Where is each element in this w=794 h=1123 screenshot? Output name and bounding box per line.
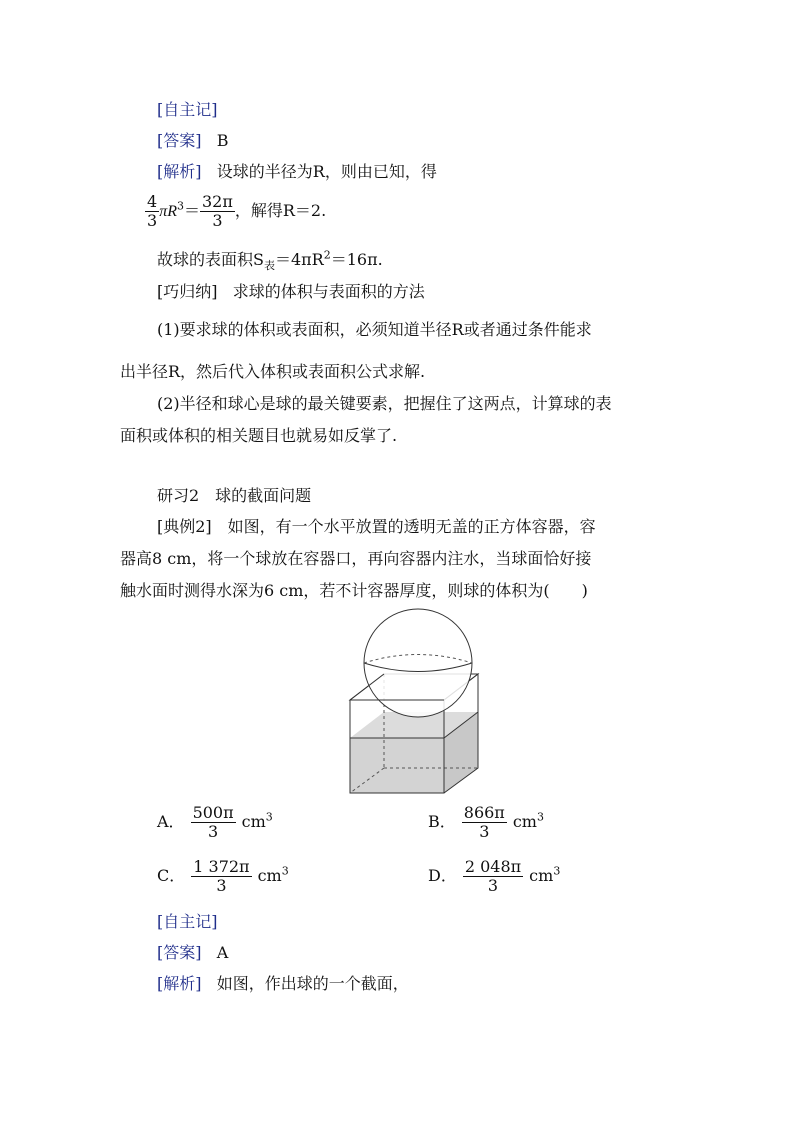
surface-mid: ＝4πR [274, 250, 324, 269]
method2-line2: 面积或体积的相关题目也就易如反掌了. [120, 426, 398, 445]
option-unit: cm [241, 812, 266, 831]
analysis-tag: [解析] [157, 974, 202, 993]
analysis-line-2 [157, 974, 409, 994]
method1-line2: 出半径R，然后代入体积或表面积公式求解. [120, 362, 426, 381]
analysis-line [157, 162, 437, 182]
answer-value: B [216, 131, 229, 150]
fraction-rhs [200, 193, 235, 230]
surface-prefix: 故球的表面积S [157, 250, 264, 269]
section-heading: 研习2 球的截面问题 [157, 486, 312, 505]
fraction-numerator: 4 [147, 192, 158, 211]
equation-tail: ，解得R＝2. [234, 201, 327, 220]
answer-line-2 [157, 943, 228, 963]
fraction-four-thirds [145, 193, 159, 230]
answer-tag: [答案] [157, 131, 202, 150]
option-unit-exponent: 3 [281, 864, 289, 878]
fraction-denominator: 3 [479, 822, 490, 841]
example-line1: [典例2] 如图，有一个水平放置的透明无盖的正方体容器，容 [157, 517, 596, 536]
option-b[interactable] [428, 804, 544, 841]
option-unit-exponent: 3 [553, 864, 561, 878]
fraction-numerator: 866π [463, 803, 505, 822]
self-note-heading-2: [自主记] [157, 912, 218, 931]
analysis-text: 设球的半径为R，则由已知，得 [216, 162, 437, 181]
analysis-tag: [解析] [157, 162, 202, 181]
summary-tag: [巧归纳] [157, 282, 218, 301]
self-note-heading: [自主记] [157, 100, 218, 119]
answer-value: A [216, 943, 229, 962]
option-unit: cm [257, 866, 282, 885]
option-label: D． [428, 866, 457, 885]
sphere [364, 609, 472, 717]
option-fraction [191, 804, 236, 841]
fraction-numerator: 500π [192, 803, 234, 822]
summary-line [157, 282, 425, 302]
option-label: A． [157, 812, 185, 831]
exponent: 3 [176, 199, 184, 213]
option-a[interactable] [157, 804, 273, 841]
fraction-denominator: 3 [216, 876, 227, 895]
surface-exponent: 2 [323, 248, 331, 262]
example-line3: 触水面时测得水深为6 cm，若不计容器厚度，则球的体积为( ) [120, 581, 588, 600]
option-unit-exponent: 3 [265, 810, 273, 824]
option-fraction [191, 858, 251, 895]
option-unit-exponent: 3 [536, 810, 544, 824]
pi-r-term: πR [159, 203, 177, 220]
fraction-denominator: 3 [147, 211, 158, 230]
volume-equation [145, 193, 326, 230]
fraction-numerator: 32π [202, 192, 233, 211]
summary-text: 求球的体积与表面积的方法 [232, 282, 425, 301]
analysis-text: 如图，作出球的一个截面， [216, 974, 409, 993]
fraction-denominator: 3 [208, 822, 219, 841]
option-c[interactable] [157, 858, 289, 895]
option-label: B． [428, 812, 456, 831]
fraction-numerator: 2 048π [464, 857, 522, 876]
fraction-numerator: 1 372π [193, 857, 250, 876]
method1-line1: (1)要求球的体积或表面积，必须知道半径R或者通过条件能求 [157, 320, 592, 339]
water-front [350, 738, 444, 793]
answer-line [157, 131, 229, 151]
surface-subscript: 表 [263, 259, 275, 273]
fraction-denominator: 3 [212, 211, 223, 230]
example-line2: 器高8 cm，将一个球放在容器口，再向容器内注水，当球面恰好接 [120, 549, 592, 568]
option-d[interactable] [428, 858, 560, 895]
option-fraction [463, 858, 523, 895]
sphere-on-cube-figure [348, 608, 480, 796]
answer-tag: [答案] [157, 943, 202, 962]
option-label: C． [157, 866, 186, 885]
fraction-denominator: 3 [487, 876, 499, 895]
option-unit: cm [512, 812, 537, 831]
method2-line1: (2)半径和球心是球的最关键要素，把握住了这两点，计算球的表 [157, 394, 612, 413]
option-unit: cm [529, 866, 554, 885]
surface-area-line [157, 248, 383, 273]
equals-sign: ＝ [183, 201, 200, 220]
option-fraction [462, 804, 507, 841]
surface-tail: ＝16π. [330, 250, 383, 269]
